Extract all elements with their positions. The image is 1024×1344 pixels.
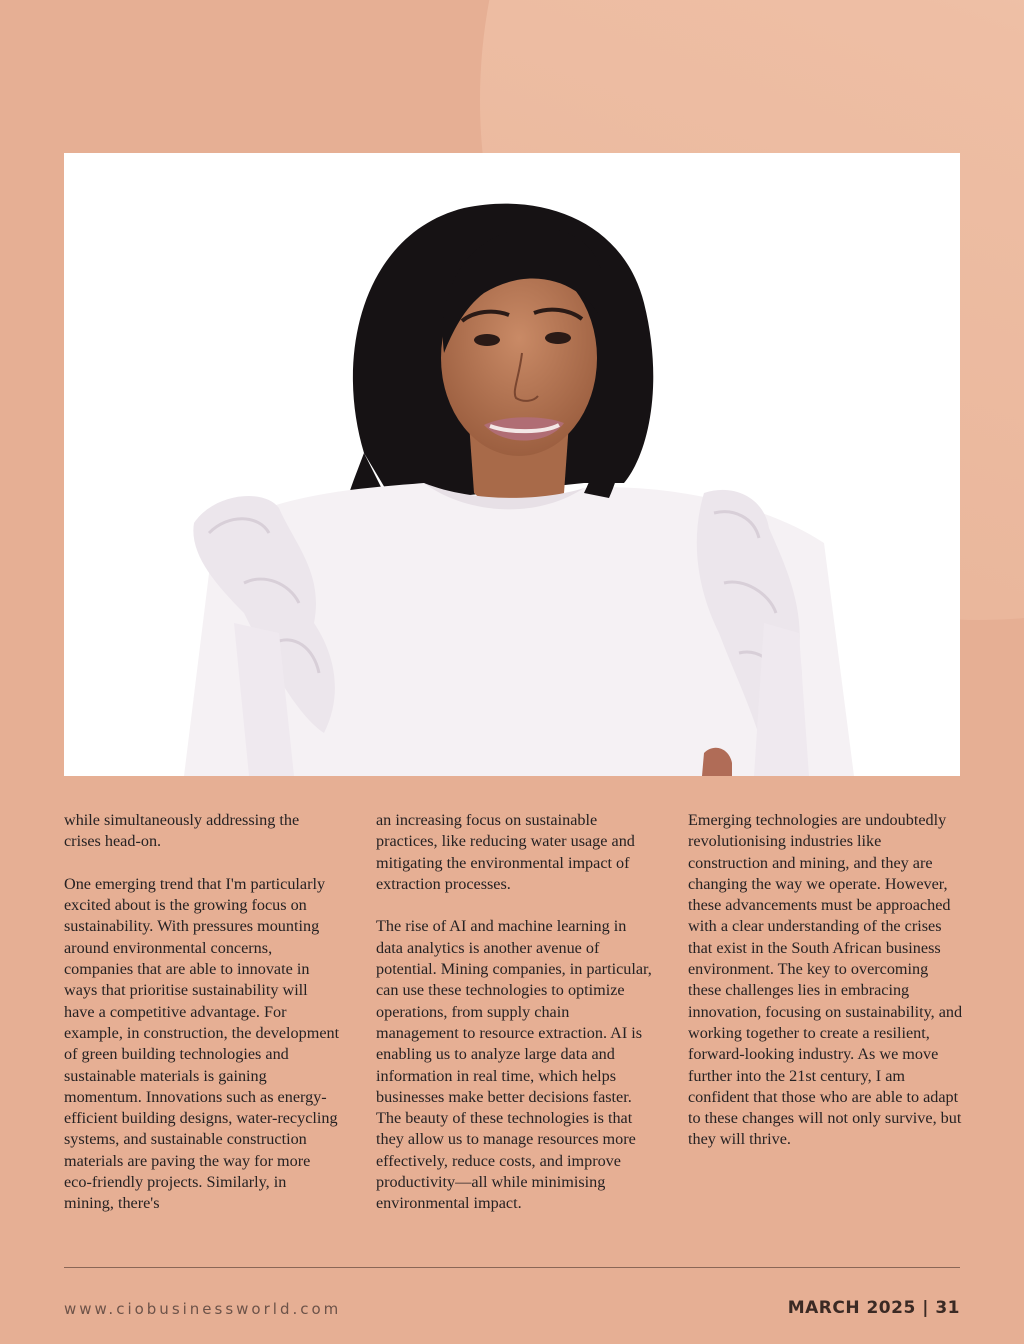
paragraph: One emerging trend that I'm particularly excited about is the growing focus on sustainability. With pressures mounting around environmental concerns, companies that are able to innovate in ways that prioritise sustainability will have a competitive advantage. For example, in construction, the development of green building technologies and sustainable materials is gaining momentum. Innovations such as energy-efficient building designs, water-recycling systems, and sustainable construction materials are paving the way for more eco-friendly projects. Similarly, in mining, there's [64,874,340,1213]
footer-divider [64,1267,960,1268]
issue-and-page-number: MARCH 2025 | 31 [787,1298,960,1318]
article-column-3 [688,810,964,1172]
paragraph: while simultaneously addressing the crises head-on. [64,811,300,851]
paragraph: Emerging technologies are undoubtedly revolutionising industries like construction and mining, and they are changing the way we operate. However, these advancements must be approached with a clear understanding of the crises that exist in the South African business environment. The key to overcoming these challenges lies in embracing innovation, focusing on sustainability, and working together to create a resilient, forward-looking industry. As we move further into the 21st century, I am confident that those who are able to adapt to these changes will not only survive, but they will thrive. [688,811,963,1149]
article-column-1 [64,810,340,1236]
paragraph: an increasing focus on sustainable practices, like reducing water usage and mitigating the environmental impact of extraction processes. [376,811,635,893]
paragraph: The rise of AI and machine learning in data analytics is another avenue of potential. Mining companies, in particular, can use these technologies to optimize operations, from supply chain management to resource extraction. AI is enabling us to analyze large data and information in real time, which helps businesses make better decisions faster. The beauty of these technologies is that they allow us to manage resources more effectively, reduce costs, and improve productivity—all while minimising environmental impact. [376,917,652,1213]
website-url[interactable]: www.ciobusinessworld.com [64,1300,342,1318]
article-column-2 [376,810,652,1236]
portrait-photo [64,153,960,776]
